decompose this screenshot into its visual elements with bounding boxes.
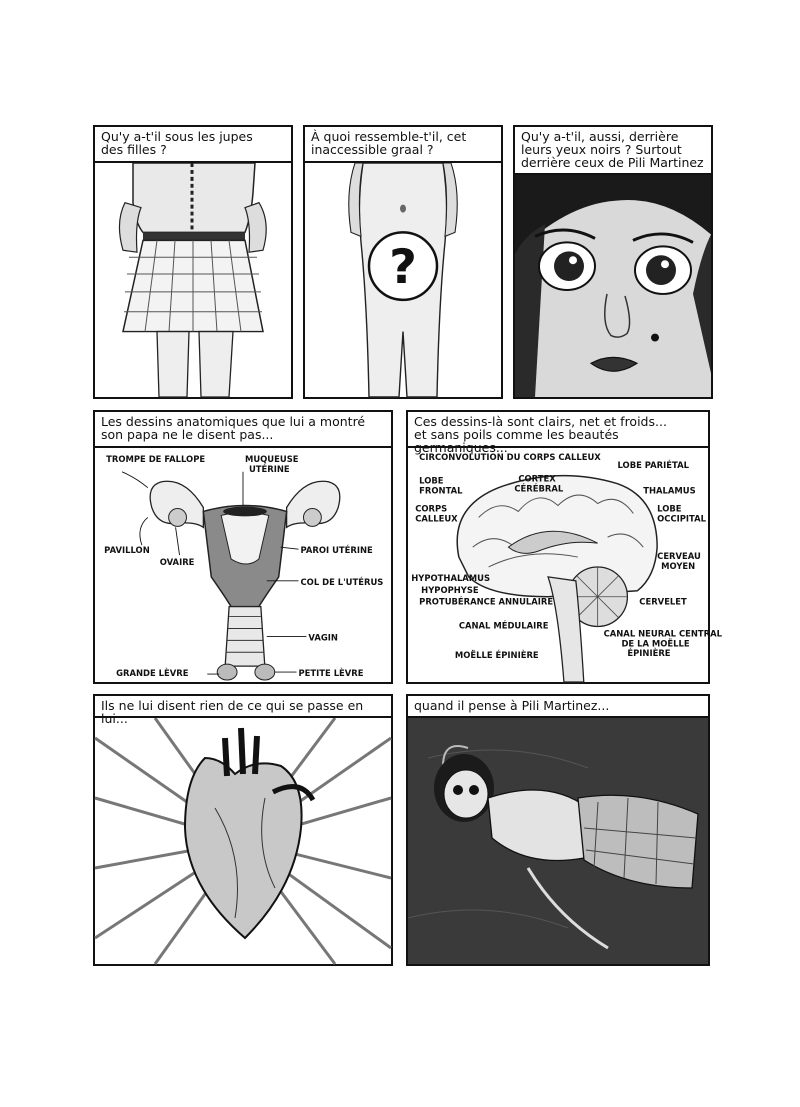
- skirt-illustration: [95, 163, 291, 397]
- label-moelle-epiniere: MOËLLE ÉPINIÈRE: [454, 650, 539, 661]
- label-epiniere: ÉPINIÈRE: [627, 648, 671, 659]
- panel-caption: Qu'y a-t'il sous les jupes des filles ?: [95, 127, 291, 163]
- label-col: COL DE L'UTÉRUS: [300, 576, 384, 587]
- panel-caption: À quoi ressemble-t'il, cet inaccessible graal ?: [305, 127, 501, 163]
- label-paroi: PAROI UTÉRINE: [300, 545, 373, 556]
- label-occipital: OCCIPITAL: [657, 513, 707, 524]
- heart-illustration: [95, 718, 391, 964]
- label-uterine: UTÉRINE: [248, 463, 290, 474]
- girl-illustration: [408, 718, 708, 964]
- body-illustration: [305, 163, 501, 397]
- label-trompe: TROMPE DE FALLOPE: [106, 453, 206, 464]
- question-mark-symbol: ?: [389, 240, 417, 295]
- label-lobe-frontal: LOBE: [419, 475, 444, 486]
- label-lobe-occipital: LOBE: [657, 503, 682, 514]
- label-lobe-frontal-2: FRONTAL: [419, 485, 463, 496]
- label-cortex: CORTEX: [518, 473, 556, 484]
- panel-question: [303, 125, 503, 399]
- panel-brain-diagram: [406, 410, 723, 684]
- label-canal-neural: CANAL NEURAL CENTRAL: [603, 628, 723, 639]
- panel-uterus-diagram: [93, 410, 393, 684]
- panel-face: [513, 125, 713, 399]
- label-hypothalamus: HYPOTHALAMUS: [411, 572, 491, 583]
- label-thalamus: THALAMUS: [643, 485, 696, 496]
- uterus-diagram: [95, 448, 391, 682]
- label-corps: CORPS: [415, 503, 448, 514]
- label-de-la-moelle: DE LA MOËLLE: [621, 638, 690, 649]
- panel-heart: [93, 694, 393, 966]
- panel-skirt: [93, 125, 293, 399]
- label-cervelet: CERVELET: [639, 596, 687, 607]
- label-cortex-2: CÉRÉBRAL: [514, 483, 564, 494]
- label-cerveau: CERVEAU: [657, 551, 701, 562]
- label-vagin: VAGIN: [308, 632, 338, 643]
- label-petite-levre: PETITE LÈVRE: [298, 668, 364, 679]
- label-lobe-parietal: LOBE PARIÉTAL: [617, 459, 689, 470]
- label-ovaire: OVAIRE: [159, 557, 195, 567]
- label-grande-levre: GRANDE LÈVRE: [116, 668, 189, 679]
- label-pavillon: PAVILLON: [104, 545, 150, 556]
- face-illustration: [515, 175, 711, 397]
- label-hypophyse: HYPOPHYSE: [421, 584, 479, 595]
- label-moyen: MOYEN: [661, 560, 696, 571]
- panel-caption: Ces dessins-là sont clairs, net et froids... et sans poils comme les beautés germaniques...: [408, 412, 708, 448]
- label-canal-medulaire: CANAL MÉDULAIRE: [458, 620, 549, 631]
- brain-diagram: [408, 448, 723, 682]
- label-muqueuse: MUQUEUSE: [244, 453, 299, 464]
- panel-caption: Les dessins anatomiques que lui a montré son papa ne le disent pas...: [95, 412, 391, 448]
- panel-girl: [406, 694, 710, 966]
- label-calleux: CALLEUX: [415, 513, 458, 524]
- panel-caption: quand il pense à Pili Martinez...: [408, 696, 708, 718]
- panel-caption: Qu'y a-t'il, aussi, derrière leurs yeux noirs ? Surtout derrière ceux de Pili Martinez: [515, 127, 711, 175]
- label-protuberance: PROTUBÉRANCE ANNULAIRE: [419, 596, 554, 607]
- label-circonvolution: CIRCONVOLUTION DU CORPS CALLEUX: [419, 451, 601, 462]
- panel-caption: Ils ne lui disent rien de ce qui se passe en lui...: [95, 696, 391, 718]
